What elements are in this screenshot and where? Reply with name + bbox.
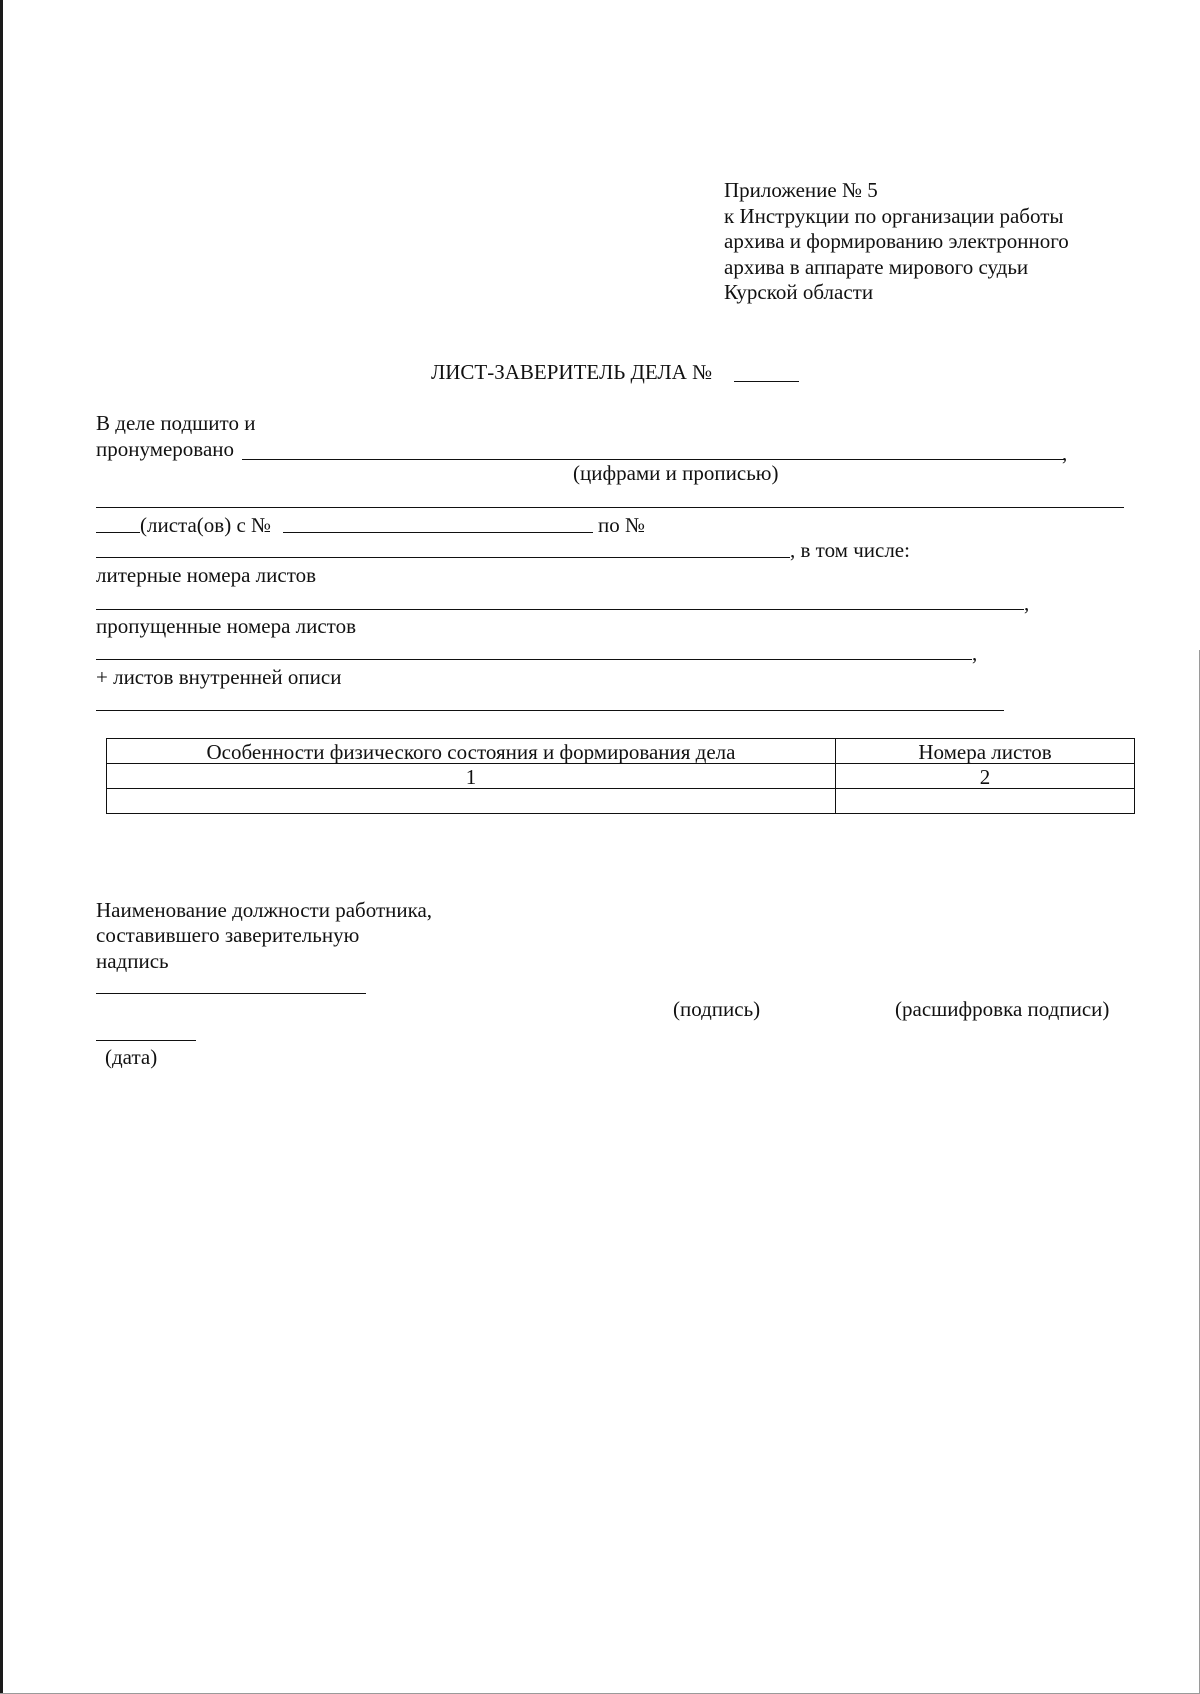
from-number-blank [283, 532, 593, 533]
appendix-block [724, 178, 1069, 306]
form-label-numbered: пронумеровано [96, 437, 235, 461]
comma: , [972, 641, 978, 665]
sheets-from-label: (листа(ов) с № [140, 513, 272, 537]
document-title: ЛИСТ-ЗАВЕРИТЕЛЬ ДЕЛА № [431, 360, 713, 384]
continuation-blank [96, 507, 1124, 508]
appendix-line: Приложение № 5 [724, 178, 878, 202]
letter-numbers-blank [96, 609, 1024, 610]
table-cell[interactable] [107, 789, 836, 814]
condition-table [106, 738, 1135, 814]
column-number: 1 [107, 764, 836, 789]
date-blank [96, 1040, 196, 1041]
scan-left-edge [0, 0, 3, 1694]
header-condition: Особенности физического состояния и формирования дела [107, 739, 836, 764]
numbered-count-blank [242, 459, 1064, 460]
column-number: 2 [836, 764, 1135, 789]
table-numbering-row [107, 764, 1135, 789]
position-label-line: составившего заверительную [96, 923, 360, 947]
signature-decoding-hint: (расшифровка подписи) [895, 997, 1110, 1021]
table-header-row [107, 739, 1135, 764]
form-label-bound: В деле подшито и [96, 411, 256, 435]
position-label-line: надпись [96, 949, 169, 973]
position-label-line: Наименование должности работника, [96, 898, 433, 922]
signature-hint: (подпись) [673, 997, 761, 1021]
inner-inventory-blank [96, 710, 1004, 711]
header-sheet-numbers: Номера листов [836, 739, 1135, 764]
including-label: , в том числе: [790, 538, 910, 562]
appendix-line: к Инструкции по организации работы [724, 203, 1064, 228]
sheet-count-blank [96, 532, 140, 533]
comma: , [1062, 441, 1068, 465]
position-blank [96, 993, 366, 994]
inner-inventory-label: + листов внутренней описи [96, 665, 342, 689]
case-number-blank [734, 381, 799, 382]
letter-numbers-label: литерные номера листов [96, 563, 317, 587]
comma: , [1024, 591, 1030, 615]
appendix-line: Курской области [724, 280, 874, 304]
to-number-label: по № [598, 513, 646, 537]
table-row [107, 789, 1135, 814]
appendix-line: архива и формированию электронного [724, 229, 1069, 253]
appendix-line: архива в аппарате мирового судьи [724, 254, 1029, 279]
missing-numbers-blank [96, 659, 972, 660]
missing-numbers-label: пропущенные номера листов [96, 614, 356, 638]
table-cell[interactable] [836, 789, 1135, 814]
to-number-blank [96, 557, 790, 558]
date-hint: (дата) [105, 1045, 158, 1069]
hint-digits-and-words: (цифрами и прописью) [573, 461, 779, 485]
